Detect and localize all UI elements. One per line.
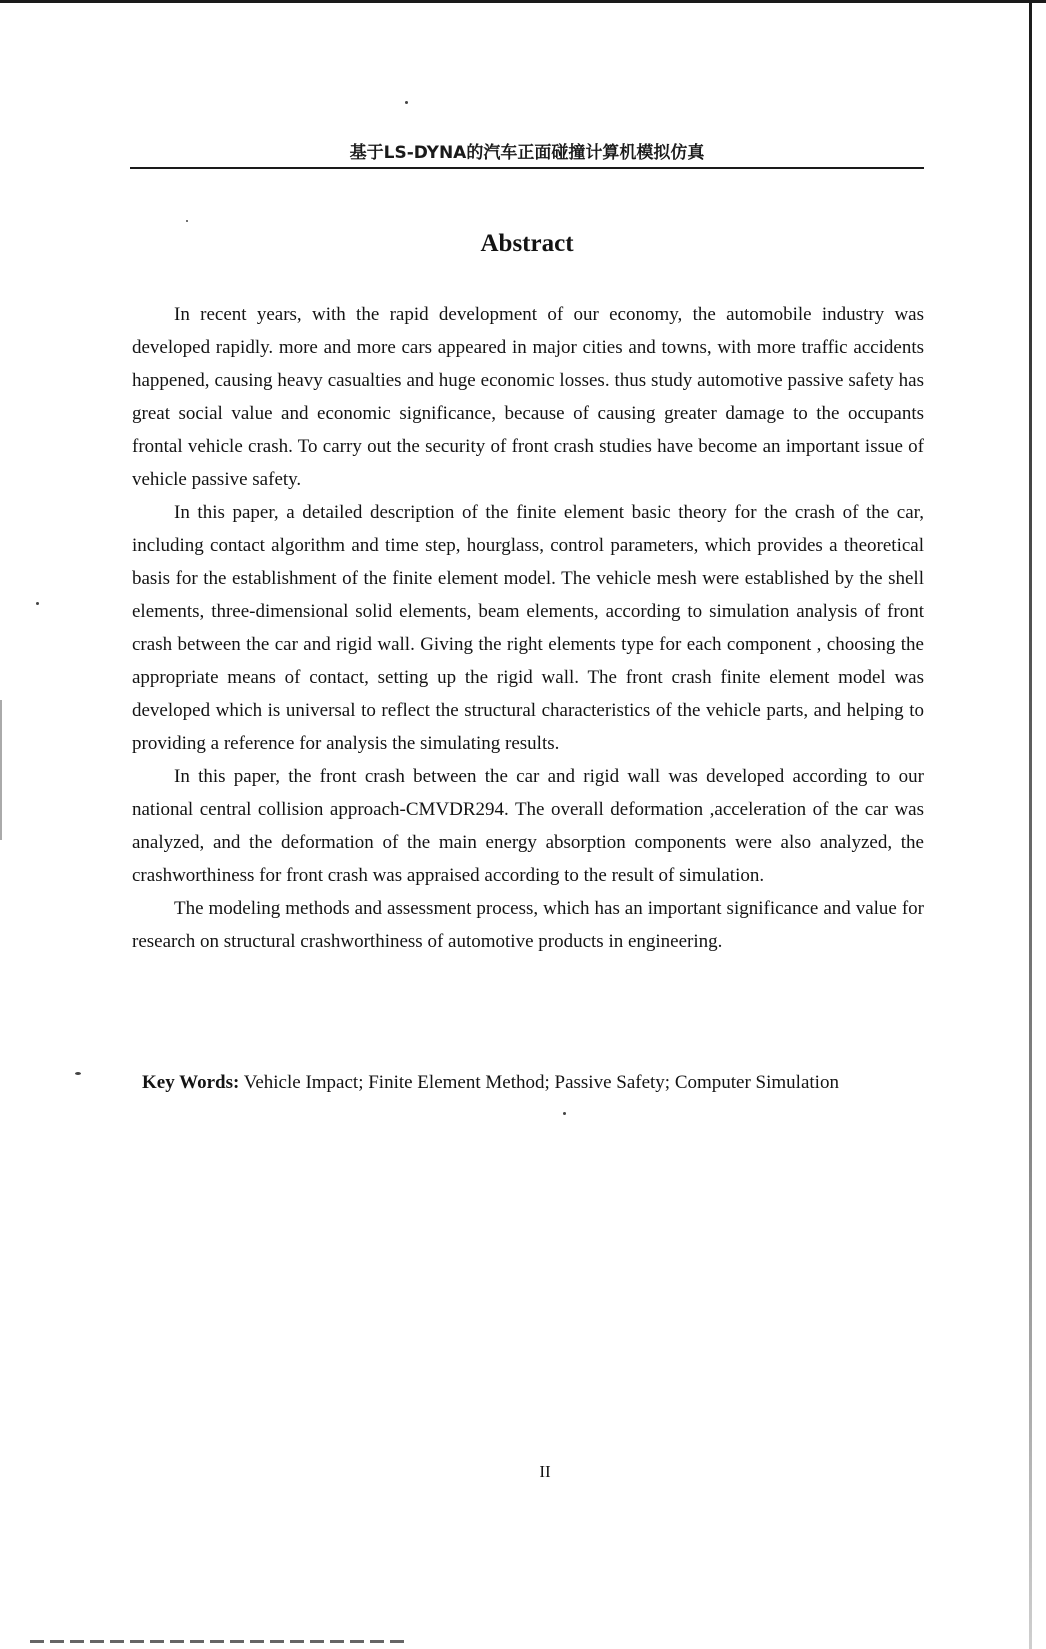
abstract-paragraph: In this paper, a detailed description of the finite element basic theory for the crash of the car, including contact algorithm and time step, hourglass, control parameters, which provides a theoretical basis for the establishment of the finite element model. The vehicle mesh were established by the shell elements, three-dimensional solid elements, beam elements, according to simulation analysis of front crash between the car and rigid wall. Giving the right elements type for each component , choosing the appropriate means of contact, setting up the rigid wall. The front crash finite element model was developed which is universal to reflect the structural characteristics of the vehicle parts, and helping to providing a reference for analysis the simulating results. [132, 502, 924, 754]
scan-speck [563, 1112, 566, 1115]
header-rule [130, 167, 924, 169]
running-header: 基于LS-DYNA的汽车正面碰撞计算机模拟仿真 [349, 143, 705, 163]
scan-artifact-bottom [30, 1640, 410, 1643]
abstract-paragraph: In recent years, with the rapid development of our economy, the automobile industry was developed rapidly. more and more cars appeared in major cities and towns, with more traffic accidents happened, causing heavy casualties and huge economic losses. thus study automotive passive safety has great social value and economic significance, because of causing greater damage to the occupants frontal vehicle crash. To carry out the security of front crash studies have become an important issue of vehicle passive safety. [132, 304, 924, 490]
abstract-body [132, 298, 924, 958]
scan-edge-left [0, 700, 2, 840]
keywords-list: Vehicle Impact; Finite Element Method; Passive Safety; Computer Simulation [243, 1072, 839, 1093]
scan-speck [405, 101, 408, 104]
keywords-label: Key Words: [142, 1072, 240, 1093]
abstract-title: Abstract [480, 230, 574, 257]
scan-edge-right [1029, 0, 1032, 1649]
page-number: II [539, 1462, 551, 1481]
abstract-paragraph: In this paper, the front crash between the car and rigid wall was developed according to our national central collision approach-CMVDR294. The overall deformation ,acceleration of the car was analyzed, and the deformation of the main energy absorption components were also analyzed, the crashworthiness for front crash was appraised according to the result of simulation. [132, 766, 924, 886]
scan-edge-top [0, 0, 1046, 3]
abstract-paragraph: The modeling methods and assessment process, which has an important significance and value for research on structural crashworthiness of automotive products in engineering. [132, 898, 924, 952]
scan-speck [36, 602, 39, 605]
keywords-line [142, 1068, 924, 1098]
scan-speck [75, 1072, 81, 1075]
scan-speck [186, 220, 188, 222]
